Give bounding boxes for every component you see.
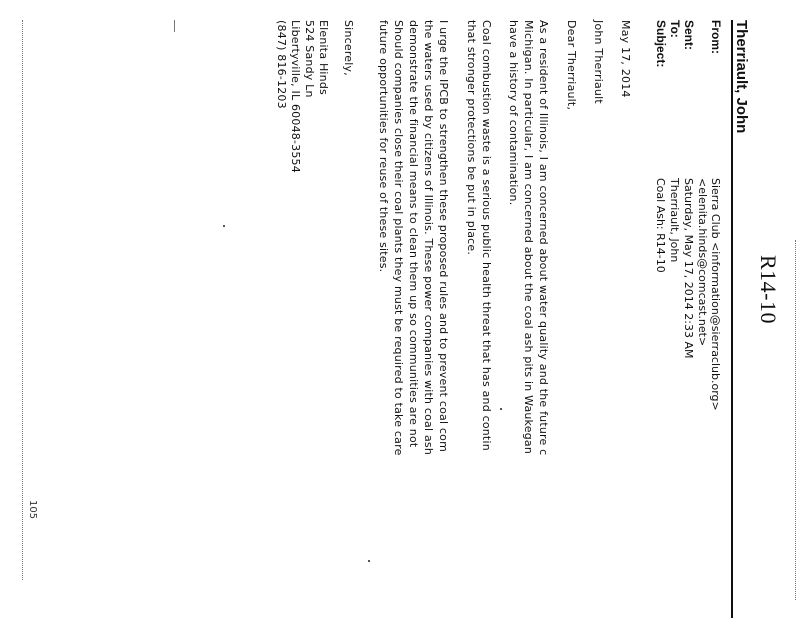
header-divider xyxy=(731,20,733,618)
sent-value: Saturday, May 17, 2014 2:33 AM xyxy=(682,178,695,359)
signature-line: (847) 816-1203 xyxy=(275,20,288,109)
scan-speck xyxy=(223,225,225,227)
scan-edge-artifact xyxy=(22,20,23,580)
paragraph-3-line: demonstrate the financial means to clean them up so communities are not xyxy=(407,20,420,448)
paragraph-1-line: As a resident of Illinois, I am concerned about water quality and the future c xyxy=(537,20,550,456)
from-value-email: <elenita.hinds@comcast.net> xyxy=(696,178,709,347)
letter-date: May 17, 2014 xyxy=(619,20,632,98)
to-label: To: xyxy=(668,20,682,38)
sender-name-heading: Therriault, John xyxy=(733,20,750,134)
letter-salutation: Dear Therriault, xyxy=(565,20,578,111)
from-label: From: xyxy=(709,20,723,54)
subject-label: Subject: xyxy=(654,20,668,68)
page-number: 105 xyxy=(27,500,38,520)
to-value: Therriault, John xyxy=(668,178,681,263)
scan-edge-artifact xyxy=(795,240,796,600)
paragraph-3-line: Should companies close their coal plants they must be required to take care xyxy=(392,20,405,456)
from-value: Sierra Club <information@sierraclub.org> xyxy=(709,178,722,411)
document-number: R14-10 xyxy=(756,255,781,324)
letter-closing: Sincerely, xyxy=(342,20,355,76)
signature-line: 524 Sandy Ln xyxy=(303,20,316,98)
sent-label: Sent: xyxy=(682,20,696,50)
paragraph-3-line: future opportunities for reuse of these sites. xyxy=(377,20,390,273)
paragraph-1-line: Michigan. In particular, I am concerned about the coal ash pits in Waukegan xyxy=(522,20,535,454)
paragraph-1-line: have a history of contamination. xyxy=(507,20,520,206)
subject-value: Coal Ash: R14-10 xyxy=(654,178,667,273)
scan-speck xyxy=(368,560,370,562)
scan-speck xyxy=(500,408,502,410)
scan-edge-artifact xyxy=(174,20,175,32)
signature-line: Elenita Hinds xyxy=(317,20,330,95)
signature-line: Libertyville, IL 60048-3554 xyxy=(289,20,302,173)
letter-recipient: John Therriault xyxy=(592,20,605,104)
paragraph-3-line: I urge the IPCB to strengthen these proposed rules and to prevent coal com xyxy=(437,20,450,453)
paragraph-2-line: that stronger protections be put in place. xyxy=(465,20,478,256)
paragraph-2-line: Coal combustion waste is a serious public health threat that has and contin xyxy=(480,20,493,451)
paragraph-3-line: the waters used by citizens of Illinois. These power companies with coal ash xyxy=(422,20,435,455)
